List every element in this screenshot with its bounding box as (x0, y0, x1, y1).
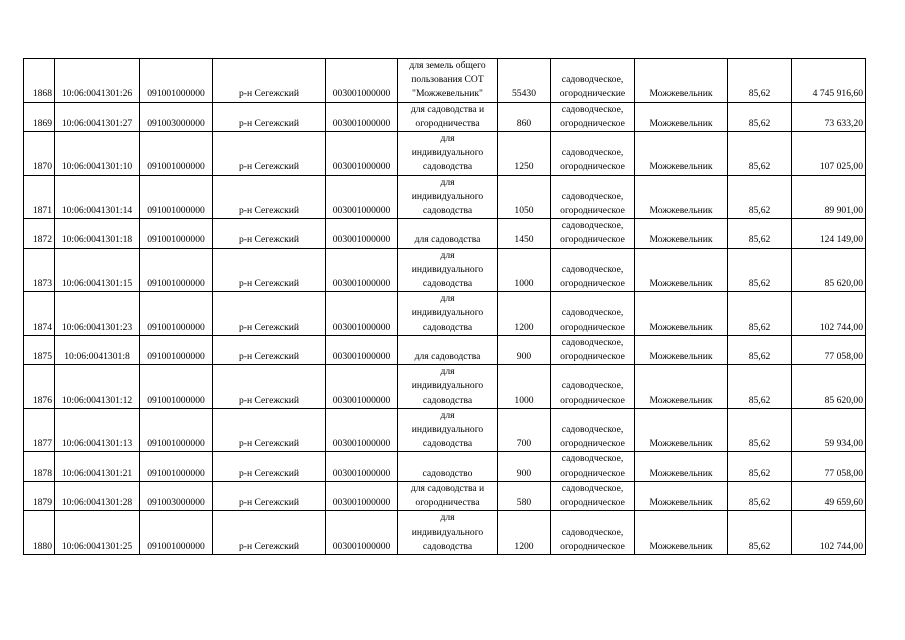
land-use (398, 408, 498, 452)
table-row (24, 452, 866, 481)
table-row (24, 59, 866, 103)
land-use (398, 248, 498, 292)
land-category (551, 292, 635, 336)
unit-rate: 85,62 (728, 219, 792, 248)
settlement-name: Можжевельник (635, 219, 728, 248)
unit-rate: 85,62 (728, 335, 792, 364)
area-value: 1000 (498, 365, 551, 409)
unit-rate: 85,62 (728, 408, 792, 452)
land-category-line: огородническое (560, 321, 625, 333)
land-use (398, 365, 498, 409)
land-use-line: для (440, 249, 455, 261)
land-use-line: индивидуального (411, 380, 484, 392)
land-use (398, 335, 498, 364)
unit-rate: 85,62 (728, 481, 792, 510)
cadastral-value: 89 901,00 (792, 175, 866, 219)
unit-rate: 85,62 (728, 132, 792, 176)
unit-rate: 85,62 (728, 452, 792, 481)
district-name: р-н Сегежский (213, 102, 326, 131)
land-category-line: огородническое (560, 438, 625, 450)
row-number: 1870 (24, 132, 55, 176)
oktmo-code: 091001000000 (140, 132, 213, 176)
oktmo-code: 091001000000 (140, 408, 213, 452)
district-name: р-н Сегежский (213, 175, 326, 219)
area-value: 1200 (498, 511, 551, 555)
land-category-line: садоводческое, (561, 424, 624, 436)
area-value: 1050 (498, 175, 551, 219)
settlement-name: Можжевельник (635, 132, 728, 176)
cadastral-value: 77 058,00 (792, 335, 866, 364)
land-use (398, 102, 498, 131)
cadastral-number: 10:06:0041301:12 (55, 365, 140, 409)
area-value: 1250 (498, 132, 551, 176)
table-row (24, 175, 866, 219)
cadastral-value: 85 620,00 (792, 365, 866, 409)
oktmo-code: 091001000000 (140, 59, 213, 103)
land-use-line: садоводства (422, 321, 473, 333)
cadastral-number: 10:06:0041301:26 (55, 59, 140, 103)
area-code: 003001000000 (326, 175, 398, 219)
area-value: 900 (498, 452, 551, 481)
land-category (551, 408, 635, 452)
area-code: 003001000000 (326, 481, 398, 510)
area-value: 1000 (498, 248, 551, 292)
cadastral-value: 73 633,20 (792, 102, 866, 131)
unit-rate: 85,62 (728, 292, 792, 336)
oktmo-code: 091001000000 (140, 219, 213, 248)
table-row (24, 335, 866, 364)
cadastral-value: 59 934,00 (792, 408, 866, 452)
cadastral-number: 10:06:0041301:14 (55, 175, 140, 219)
land-category-line: садоводческое, (561, 263, 624, 275)
settlement-name: Можжевельник (635, 59, 728, 103)
settlement-name: Можжевельник (635, 175, 728, 219)
land-use-line: "Можжевельник" (412, 88, 483, 100)
unit-rate: 85,62 (728, 365, 792, 409)
land-category (551, 132, 635, 176)
land-category-line: садоводческое, (561, 74, 624, 86)
land-category-line: садоводческое, (561, 147, 624, 159)
cadastral-value: 4 745 916,60 (792, 59, 866, 103)
land-use (398, 175, 498, 219)
land-use-line: индивидуального (411, 263, 484, 275)
land-use-line: для (440, 293, 455, 305)
settlement-name: Можжевельник (635, 365, 728, 409)
oktmo-code: 091001000000 (140, 292, 213, 336)
area-value: 700 (498, 408, 551, 452)
cadastral-number: 10:06:0041301:18 (55, 219, 140, 248)
table-row (24, 365, 866, 409)
area-value: 900 (498, 335, 551, 364)
area-code: 003001000000 (326, 219, 398, 248)
land-use-line: индивидуального (411, 147, 484, 159)
land-category-line: огородническое (560, 117, 625, 129)
land-category-line: садоводческое, (561, 336, 624, 348)
land-category (551, 511, 635, 555)
table-row (24, 248, 866, 292)
cadastral-value: 102 744,00 (792, 511, 866, 555)
land-category (551, 102, 635, 131)
land-category-line: огородническое (560, 497, 625, 509)
row-number: 1869 (24, 102, 55, 131)
table-row (24, 292, 866, 336)
land-category-line: садоводческое, (561, 190, 624, 202)
cadastral-number: 10:06:0041301:25 (55, 511, 140, 555)
cadastral-number: 10:06:0041301:21 (55, 452, 140, 481)
district-name: р-н Сегежский (213, 481, 326, 510)
district-name: р-н Сегежский (213, 219, 326, 248)
land-category-line: садоводческое, (561, 482, 624, 494)
oktmo-code: 091003000000 (140, 102, 213, 131)
land-use-line: индивидуального (411, 424, 484, 436)
land-use-line: для (440, 512, 455, 524)
land-use-line: для (440, 176, 455, 188)
district-name: р-н Сегежский (213, 292, 326, 336)
settlement-name: Можжевельник (635, 102, 728, 131)
land-use-line: садоводства (422, 438, 473, 450)
cadastral-value: 77 058,00 (792, 452, 866, 481)
unit-rate: 85,62 (728, 59, 792, 103)
cadastral-value: 102 744,00 (792, 292, 866, 336)
area-value: 860 (498, 102, 551, 131)
row-number: 1877 (24, 408, 55, 452)
row-number: 1879 (24, 481, 55, 510)
land-use (398, 452, 498, 481)
land-use-line: для (440, 366, 455, 378)
area-code: 003001000000 (326, 511, 398, 555)
land-use-line: садоводства (422, 540, 473, 552)
land-category-line: садоводческое, (561, 103, 624, 115)
land-use-line: для садоводства и (410, 103, 485, 115)
row-number: 1878 (24, 452, 55, 481)
settlement-name: Можжевельник (635, 452, 728, 481)
land-use-line: садоводства (422, 161, 473, 173)
cadastral-number: 10:06:0041301:8 (55, 335, 140, 364)
land-register-table (23, 58, 866, 555)
land-use-line: для земель общего (409, 60, 486, 71)
area-value: 1450 (498, 219, 551, 248)
land-use (398, 511, 498, 555)
land-category-line: огородническое (560, 278, 625, 290)
cadastral-value: 124 149,00 (792, 219, 866, 248)
area-code: 003001000000 (326, 248, 398, 292)
land-use-line: индивидуального (411, 307, 484, 319)
cadastral-number: 10:06:0041301:27 (55, 102, 140, 131)
land-use-line: для садоводства (414, 351, 481, 363)
land-use (398, 292, 498, 336)
land-category-line: садоводческое, (561, 526, 624, 538)
row-number: 1871 (24, 175, 55, 219)
unit-rate: 85,62 (728, 248, 792, 292)
district-name: р-н Сегежский (213, 452, 326, 481)
table-row (24, 481, 866, 510)
land-category-line: огородническое (560, 205, 625, 217)
land-use (398, 132, 498, 176)
land-category-line: огородническое (560, 394, 625, 406)
land-use-line: огородничества (415, 117, 480, 129)
area-code: 003001000000 (326, 452, 398, 481)
cadastral-number: 10:06:0041301:15 (55, 248, 140, 292)
unit-rate: 85,62 (728, 175, 792, 219)
row-number: 1868 (24, 59, 55, 103)
area-value: 55430 (498, 59, 551, 103)
land-use-line: огородничества (415, 497, 480, 509)
cadastral-number: 10:06:0041301:28 (55, 481, 140, 510)
unit-rate: 85,62 (728, 102, 792, 131)
district-name: р-н Сегежский (213, 335, 326, 364)
district-name: р-н Сегежский (213, 365, 326, 409)
row-number: 1875 (24, 335, 55, 364)
row-number: 1873 (24, 248, 55, 292)
row-number: 1876 (24, 365, 55, 409)
land-category-line: огородническое (560, 161, 625, 173)
land-category-line: садоводческое, (561, 220, 624, 232)
land-use-line: садоводства (422, 278, 473, 290)
land-use (398, 219, 498, 248)
land-category-line: садоводческое, (561, 380, 624, 392)
area-value: 580 (498, 481, 551, 510)
land-category-line: огородническое (560, 234, 625, 246)
oktmo-code: 091001000000 (140, 335, 213, 364)
settlement-name: Можжевельник (635, 292, 728, 336)
table-row (24, 102, 866, 131)
cadastral-number: 10:06:0041301:10 (55, 132, 140, 176)
land-category-line: садоводческое, (561, 453, 624, 465)
land-category (551, 481, 635, 510)
land-category (551, 175, 635, 219)
land-use-line: для садоводства и (410, 482, 485, 494)
unit-rate: 85,62 (728, 511, 792, 555)
land-use-line: садоводства (422, 205, 473, 217)
land-use (398, 59, 498, 103)
land-category (551, 219, 635, 248)
land-category (551, 335, 635, 364)
oktmo-code: 091001000000 (140, 511, 213, 555)
land-use-line: для (440, 133, 455, 145)
cadastral-value: 85 620,00 (792, 248, 866, 292)
district-name: р-н Сегежский (213, 132, 326, 176)
table-row (24, 219, 866, 248)
area-value: 1200 (498, 292, 551, 336)
cadastral-value: 49 659,60 (792, 481, 866, 510)
settlement-name: Можжевельник (635, 408, 728, 452)
land-use-line: для (440, 409, 455, 421)
land-category-line: огороднические (559, 88, 626, 100)
settlement-name: Можжевельник (635, 481, 728, 510)
land-category (551, 248, 635, 292)
area-code: 003001000000 (326, 59, 398, 103)
area-code: 003001000000 (326, 132, 398, 176)
district-name: р-н Сегежский (213, 511, 326, 555)
table-row (24, 132, 866, 176)
area-code: 003001000000 (326, 292, 398, 336)
land-use-line: индивидуального (411, 190, 484, 202)
land-category (551, 365, 635, 409)
row-number: 1874 (24, 292, 55, 336)
district-name: р-н Сегежский (213, 248, 326, 292)
land-use-line: для садоводства (414, 234, 481, 246)
land-category-line: огородническое (560, 540, 625, 552)
district-name: р-н Сегежский (213, 408, 326, 452)
cadastral-value: 107 025,00 (792, 132, 866, 176)
land-use-line: пользования СОТ (411, 74, 484, 86)
district-name: р-н Сегежский (213, 59, 326, 103)
oktmo-code: 091001000000 (140, 365, 213, 409)
land-category (551, 59, 635, 103)
land-use-line: индивидуального (411, 526, 484, 538)
table-body (24, 59, 866, 555)
area-code: 003001000000 (326, 335, 398, 364)
land-category-line: огородническое (560, 351, 625, 363)
settlement-name: Можжевельник (635, 511, 728, 555)
land-category (551, 452, 635, 481)
settlement-name: Можжевельник (635, 248, 728, 292)
row-number: 1880 (24, 511, 55, 555)
oktmo-code: 091001000000 (140, 175, 213, 219)
land-category-line: огородническое (560, 467, 625, 479)
table-row (24, 511, 866, 555)
oktmo-code: 091003000000 (140, 481, 213, 510)
area-code: 003001000000 (326, 365, 398, 409)
area-code: 003001000000 (326, 102, 398, 131)
table-row (24, 408, 866, 452)
land-use-line: садоводства (422, 394, 473, 406)
row-number: 1872 (24, 219, 55, 248)
cadastral-number: 10:06:0041301:23 (55, 292, 140, 336)
land-use-line: садоводство (422, 467, 473, 479)
area-code: 003001000000 (326, 408, 398, 452)
land-category-line: садоводческое, (561, 307, 624, 319)
settlement-name: Можжевельник (635, 335, 728, 364)
oktmo-code: 091001000000 (140, 248, 213, 292)
cadastral-number: 10:06:0041301:13 (55, 408, 140, 452)
oktmo-code: 091001000000 (140, 452, 213, 481)
land-use (398, 481, 498, 510)
